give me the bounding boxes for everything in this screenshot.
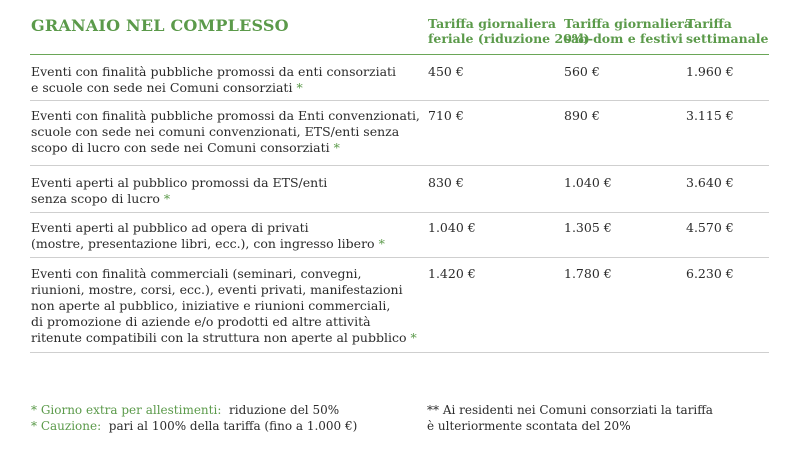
row-divider — [30, 352, 769, 353]
row-description: Eventi aperti al pubblico ad opera di privati (mostre, presentazione libri, ecc.), con ingresso libero * — [31, 220, 385, 251]
row-description: Eventi con finalità pubbliche promossi da Enti convenzionati, scuole con sede nei comuni convenzionati, ETS/enti senza scopo di lucro con sede nei Comuni consorziati * — [31, 108, 420, 155]
price-weekday: 710 € — [428, 108, 464, 123]
price-weekend: 1.780 € — [564, 266, 612, 281]
price-weekday: 1.420 € — [428, 266, 476, 281]
page-title: GRANAIO NEL COMPLESSO — [31, 16, 289, 35]
price-weekend: 890 € — [564, 108, 600, 123]
price-weekend: 1.305 € — [564, 220, 612, 235]
price-weekly: 3.640 € — [686, 175, 734, 190]
price-weekly: 3.115 € — [686, 108, 734, 123]
price-weekday: 450 € — [428, 64, 464, 79]
price-weekday: 1.040 € — [428, 220, 476, 235]
column-header-weekday: Tariffa giornaliera feriale (riduzione 20%) — [428, 16, 590, 46]
header-divider — [30, 54, 769, 55]
column-header-weekend: Tariffa giornaliera sab-dom e festivi — [564, 16, 692, 46]
deposit-note: * Cauzione: pari al 100% della tariffa (fino a 1.000 €) — [31, 419, 358, 433]
row-description: Eventi aperti al pubblico promossi da ETS/enti senza scopo di lucro * — [31, 175, 328, 206]
price-weekly: 6.230 € — [686, 266, 734, 281]
row-divider — [30, 257, 769, 258]
price-weekly: 4.570 € — [686, 220, 734, 235]
residents-note: ** Ai residenti nei Comuni consorziati la tariffa è ulteriormente scontata del 20% — [427, 403, 713, 433]
footnotes — [31, 402, 357, 434]
row-description: Eventi con finalità pubbliche promossi da enti consorziati e scuole con sede nei Comuni consorziati * — [31, 64, 397, 95]
row-divider — [30, 212, 769, 213]
price-weekly: 1.960 € — [686, 64, 734, 79]
row-description: Eventi con finalità commerciali (seminari, convegni, riunioni, mostre, corsi, ecc.), eventi privati, manifestazioni non aperte al pubblico, iniziative e riunioni commerciali, di promozione di aziende e/o prodotti ed altre attività ritenute compatibili con la struttura non aperte al pubblico * — [31, 266, 417, 345]
price-weekend: 1.040 € — [564, 175, 612, 190]
row-divider — [30, 165, 769, 166]
price-weekday: 830 € — [428, 175, 464, 190]
extra-day-note: * Giorno extra per allestimenti: riduzione del 50% — [31, 403, 340, 417]
column-header-weekly: Tariffa settimanale — [686, 16, 769, 46]
row-divider — [30, 100, 769, 101]
price-weekend: 560 € — [564, 64, 600, 79]
